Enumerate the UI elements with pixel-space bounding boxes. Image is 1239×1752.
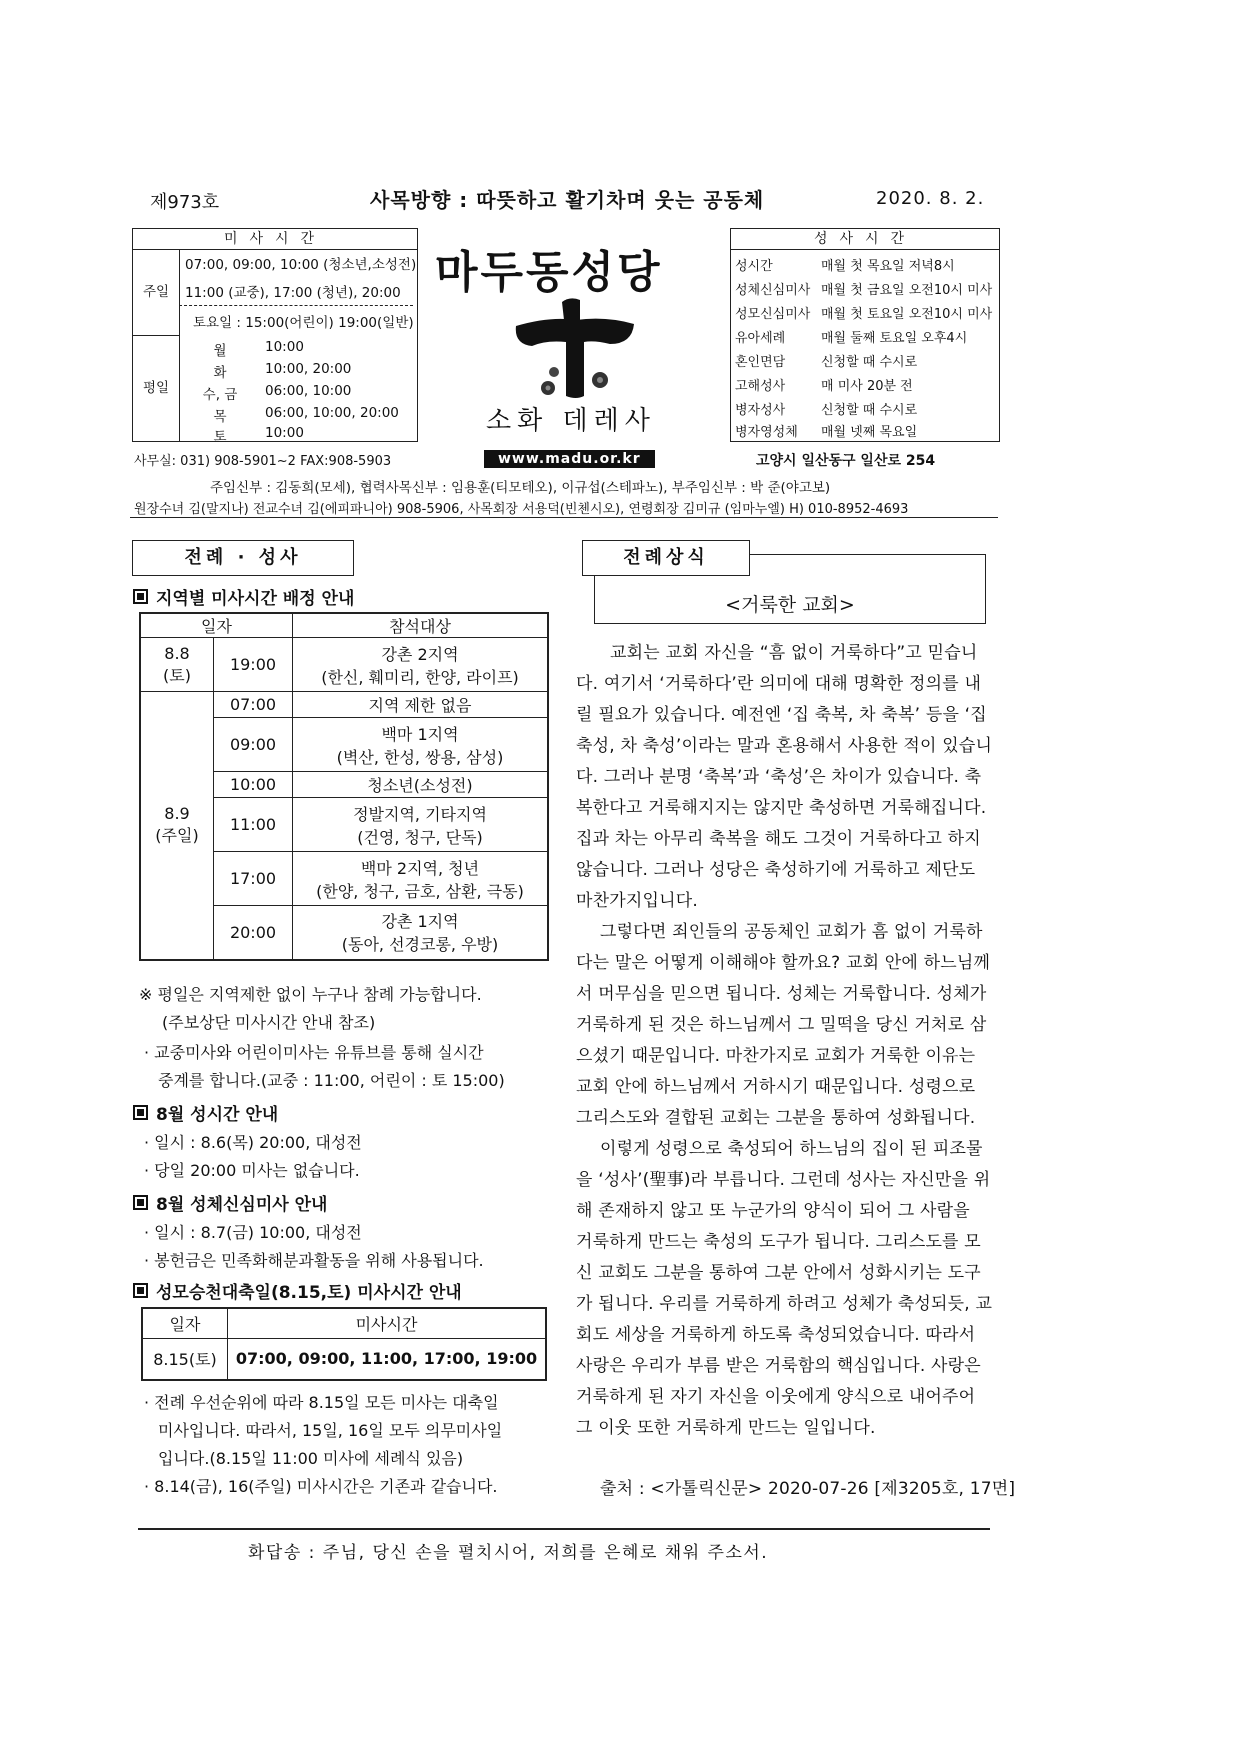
sacrament-row: 성시간 매월 첫 목요일 저녁8시 bbox=[735, 259, 955, 274]
section-heading: 8월 성시간 안내 bbox=[133, 1100, 278, 1125]
dashed-divider bbox=[179, 305, 413, 306]
article-line: 서 머무심을 믿으면 됩니다. 성체는 거룩합니다. 성체가 bbox=[576, 984, 987, 1004]
detail-line: · 일시 : 8.7(금) 10:00, 대성전 bbox=[144, 1223, 362, 1242]
article-line: 으셨기 때문입니다. 마찬가지로 교회가 거룩한 이유는 bbox=[576, 1046, 976, 1066]
article-line: 거룩하게 된 자기 자신을 이웃에게 양식으로 내어주어 bbox=[576, 1387, 976, 1407]
article-source: 출처 : <가톨릭신문> 2020-07-26 [제3205호, 17면] bbox=[600, 1479, 1016, 1499]
weekday-day: 화 bbox=[213, 365, 227, 381]
weekday-day: 토 bbox=[213, 429, 227, 445]
pastoral-motto: 사목방향 : 따뜻하고 활기차며 웃는 공동체 bbox=[370, 188, 765, 212]
article-line: 을 ‘성사’(聖事)라 부릅니다. 그런데 성사는 자신만을 위 bbox=[576, 1170, 991, 1190]
article-line: 다. 여기서 ‘거룩하다’란 의미에 대해 명확한 정의를 내 bbox=[576, 674, 982, 694]
time-cell: 10:00 bbox=[214, 772, 293, 798]
weekday-time: 10:00, 20:00 bbox=[265, 361, 352, 377]
sacrament-row: 유아세례 매월 둘째 토요일 오후4시 bbox=[735, 331, 968, 346]
patron-saint: 소화 데레사 bbox=[486, 406, 656, 436]
section-tab-liturgy: 전례 · 성사 bbox=[132, 540, 354, 576]
article-line: 이렇게 성령으로 축성되어 하느님의 집이 된 피조물 bbox=[600, 1139, 983, 1159]
note-line: ※ 평일은 지역제한 없이 누구나 참례 가능합니다. bbox=[139, 985, 482, 1004]
detail-line: · 일시 : 8.6(목) 20:00, 대성전 bbox=[144, 1133, 362, 1152]
square-bullet-icon bbox=[133, 589, 148, 604]
article-line: 복한다고 거룩해지지는 않지만 축성하면 거룩해집니다. bbox=[576, 798, 987, 818]
article-line: 교회는 교회 자신을 “흠 없이 거룩하다”고 믿습니 bbox=[610, 643, 978, 663]
weekday-day: 목 bbox=[213, 409, 227, 425]
target-cell: 강촌 1지역 (동아, 선경코롱, 우방) bbox=[293, 906, 549, 960]
issue-number: 제973호 bbox=[150, 192, 220, 213]
saturday-line: 토요일 : 15:00(어린이) 19:00(일반) bbox=[193, 315, 414, 331]
article-line: 다는 말은 어떻게 이해해야 할까요? 교회 안에 하느님께 bbox=[576, 953, 991, 973]
target-cell: 백마 2지역, 청년 (한양, 청구, 금호, 삼환, 극동) bbox=[293, 852, 549, 906]
section-tab-liturgy-knowledge: 전례상식 bbox=[582, 540, 750, 576]
article-line: 그 이웃 또한 거룩하게 만드는 일입니다. bbox=[576, 1418, 876, 1438]
sacrament-row: 병자성사 신청할 때 수시로 bbox=[735, 403, 918, 418]
sacraments-box bbox=[730, 228, 1000, 442]
article-line: 축성, 차 축성’이라는 말과 혼용해서 사용한 적이 있습니 bbox=[576, 736, 993, 756]
target-cell: 정발지역, 기타지역 (건영, 청구, 단독) bbox=[293, 798, 549, 852]
sacrament-row: 고해성사 매 미사 20분 전 bbox=[735, 379, 913, 394]
target-cell: 지역 제한 없음 bbox=[293, 692, 549, 718]
detail-line: · 봉헌금은 민족화해분과활동을 위해 사용됩니다. bbox=[144, 1251, 484, 1270]
times-cell: 07:00, 09:00, 11:00, 17:00, 19:00 bbox=[228, 1338, 547, 1380]
date-cell: 8.9 (주일) bbox=[140, 692, 214, 960]
weekday-day: 수, 금 bbox=[202, 387, 238, 403]
issue-date: 2020. 8. 2. bbox=[876, 188, 985, 209]
responsorial-psalm: 화답송 : 주님, 당신 손을 펼치시어, 저희를 은혜로 채워 주소서. bbox=[248, 1543, 769, 1563]
time-cell: 07:00 bbox=[214, 692, 293, 718]
article-line: 사랑은 우리가 부름 받은 거룩함의 핵심입니다. 사랑은 bbox=[576, 1356, 981, 1376]
date-cell: 8.15(토) bbox=[142, 1338, 228, 1380]
weekday-day: 월 bbox=[213, 343, 227, 359]
note-line: (주보상단 미사시간 안내 참조) bbox=[162, 1013, 376, 1032]
staff-line: 원장수녀 김(말지나) 전교수녀 김(에피파니아) 908-5906, 사목회장 서용덕(빈첸시오), 연령회장 김미규 (임마누엘) H) 010-8952-4693 bbox=[134, 502, 909, 517]
table-header: 참석대상 bbox=[293, 613, 549, 638]
sacraments-title: 성사시간 bbox=[731, 229, 999, 250]
article-line: 릴 필요가 있습니다. 예전엔 ‘집 축복, 차 축복’ 등을 ‘집 bbox=[576, 705, 987, 725]
mass-times-box bbox=[132, 228, 418, 445]
sunday-line-2: 11:00 (교중), 17:00 (청년), 20:00 bbox=[185, 285, 401, 301]
weekday-time: 06:00, 10:00, 20:00 bbox=[265, 405, 399, 421]
table-header: 일자 bbox=[140, 613, 293, 638]
time-cell: 20:00 bbox=[214, 906, 293, 960]
article-line: 그리스도와 결합된 교회는 그분을 통하여 성화됩니다. bbox=[576, 1108, 976, 1128]
article-line: 다. 그러나 분명 ‘축복’과 ‘축성’은 차이가 있습니다. 축 bbox=[576, 767, 982, 787]
sacrament-row: 성체신심미사 매월 첫 금요일 오전10시 미사 bbox=[735, 283, 993, 298]
article-line: 않습니다. 그러나 성당은 축성하기에 거룩하고 제단도 bbox=[576, 860, 976, 880]
square-bullet-icon bbox=[133, 1195, 148, 1210]
target-cell: 강촌 2지역 (한신, 훼미리, 한양, 라이프) bbox=[293, 638, 549, 692]
assumption-mass-table bbox=[141, 1307, 547, 1381]
note-line: 중계를 합니다.(교중 : 11:00, 어린이 : 토 15:00) bbox=[158, 1071, 505, 1090]
divider bbox=[138, 1528, 990, 1530]
detail-line: · 8.14(금), 16(주일) 미사시간은 기존과 같습니다. bbox=[144, 1477, 498, 1496]
article-line: 가 됩니다. 우리를 거룩하게 하려고 성체가 축성되듯, 교 bbox=[576, 1294, 993, 1314]
detail-line: · 전례 우선순위에 따라 8.15일 모든 미사는 대축일 bbox=[144, 1393, 499, 1412]
article-line: 회도 세상을 거룩하게 하도록 축성되었습니다. 따라서 bbox=[576, 1325, 976, 1345]
office-contact: 사무실: 031) 908-5901~2 FAX:908-5903 bbox=[134, 454, 392, 469]
weekday-time: 10:00 bbox=[265, 425, 304, 441]
detail-line: 미사입니다. 따라서, 15일, 16일 모두 의무미사일 bbox=[158, 1421, 503, 1440]
clergy-line: 주임신부 : 김동희(모세), 협력사목신부 : 임용훈(티모테오), 이규섭(스테파노), 부주임신부 : 박 준(야고보) bbox=[210, 480, 831, 496]
detail-line: · 당일 20:00 미사는 없습니다. bbox=[144, 1161, 360, 1180]
divider bbox=[130, 517, 998, 518]
article-title: <거룩한 교회> bbox=[725, 594, 855, 616]
sunday-line-1: 07:00, 09:00, 10:00 (청소년,소성전) bbox=[185, 257, 417, 273]
article-line: 그렇다면 죄인들의 공동체인 교회가 흠 없이 거룩하 bbox=[600, 922, 983, 942]
weekday-time: 10:00 bbox=[265, 339, 304, 355]
weekday-label: 평일 bbox=[133, 335, 180, 441]
sacrament-row: 병자영성체 매월 넷째 목요일 bbox=[735, 425, 918, 440]
date-cell: 8.8 (토) bbox=[140, 638, 214, 692]
square-bullet-icon bbox=[133, 1283, 148, 1298]
parish-address: 고양시 일산동구 일산로 254 bbox=[756, 453, 936, 469]
target-cell: 백마 1지역 (벽산, 한성, 쌍용, 삼성) bbox=[293, 718, 549, 772]
sunday-label: 주일 bbox=[133, 249, 180, 336]
article-line: 거룩하게 된 것은 하느님께서 그 밀떡을 당신 거처로 삼 bbox=[576, 1015, 987, 1035]
article-line: 해 존재하지 않고 또 누군가의 양식이 되어 그 사람을 bbox=[576, 1201, 970, 1221]
time-cell: 19:00 bbox=[214, 638, 293, 692]
time-cell: 09:00 bbox=[214, 718, 293, 772]
time-cell: 17:00 bbox=[214, 852, 293, 906]
weekday-time: 06:00, 10:00 bbox=[265, 383, 352, 399]
sacrament-row: 성모신심미사 매월 첫 토요일 오전10시 미사 bbox=[735, 307, 993, 322]
article-line: 마찬가지입니다. bbox=[576, 891, 698, 911]
detail-line: 입니다.(8.15일 11:00 미사에 세례식 있음) bbox=[158, 1449, 464, 1468]
parish-name: 마두동성당 bbox=[435, 247, 663, 298]
website-link[interactable]: www.madu.or.kr bbox=[484, 450, 655, 468]
section-heading: 8월 성체신심미사 안내 bbox=[133, 1190, 327, 1215]
mass-times-title: 미사시간 bbox=[133, 229, 417, 250]
article-line: 거룩하게 만드는 축성의 도구가 됩니다. 그리스도를 모 bbox=[576, 1232, 981, 1252]
regional-mass-table bbox=[139, 612, 549, 961]
cross-logo-icon bbox=[510, 296, 640, 406]
target-cell: 청소년(소성전) bbox=[293, 772, 549, 798]
sacrament-row: 혼인면담 신청할 때 수시로 bbox=[735, 355, 918, 370]
article-line: 신 교회도 그분을 통하여 그분 안에서 성화시키는 도구 bbox=[576, 1263, 981, 1283]
note-line: · 교중미사와 어린이미사는 유튜브를 통해 실시간 bbox=[144, 1043, 484, 1062]
section-heading: 성모승천대축일(8.15,토) 미사시간 안내 bbox=[133, 1278, 462, 1303]
table-header: 일자 bbox=[142, 1308, 228, 1338]
article-line: 집과 차는 아무리 축복을 해도 그것이 거룩하다고 하지 bbox=[576, 829, 981, 849]
square-bullet-icon bbox=[133, 1105, 148, 1120]
article-line: 교회 안에 하느님께서 거하시기 때문입니다. 성령으로 bbox=[576, 1077, 976, 1097]
section-heading: 지역별 미사시간 배정 안내 bbox=[133, 584, 354, 609]
table-header: 미사시간 bbox=[228, 1308, 547, 1338]
time-cell: 11:00 bbox=[214, 798, 293, 852]
